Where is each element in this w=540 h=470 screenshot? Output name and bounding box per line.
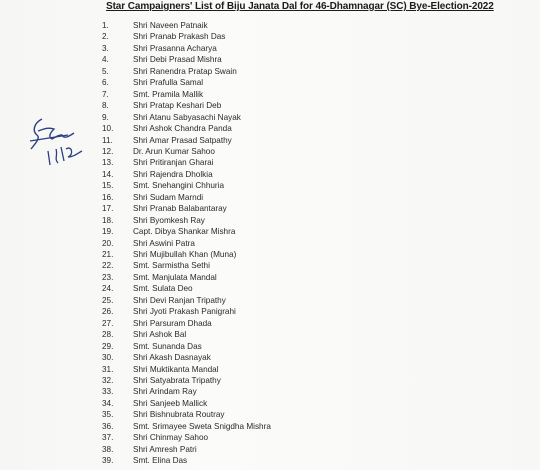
- campaigner-name: Smt. Srimayee Sweta Snigdha Mishra: [133, 421, 271, 431]
- item-number: 21.: [102, 250, 114, 259]
- item-number: 11.: [102, 135, 113, 145]
- campaigner-name: Shri Satyabrata Tripathy: [133, 375, 221, 385]
- item-number: 8.: [102, 101, 109, 111]
- campaigner-name: Shri Pritiranjan Gharai: [133, 158, 214, 168]
- campaigner-name: Shri Arindam Ray: [133, 387, 197, 397]
- item-number: 18.: [102, 215, 114, 225]
- item-number: 30.: [102, 353, 114, 363]
- item-number: 14.: [102, 169, 114, 179]
- item-number: 15.: [102, 181, 114, 191]
- campaigner-name: Smt. Manjulata Mandal: [133, 272, 217, 282]
- item-number: 20.: [102, 238, 114, 248]
- campaigner-name: Shri Ranendra Pratap Swain: [133, 66, 237, 76]
- item-number: 37.: [102, 433, 114, 443]
- campaigner-name: Shri Jyoti Prakash Panigrahi: [133, 307, 236, 317]
- campaigner-name: Smt. Sunanda Das: [133, 341, 202, 351]
- item-number: 31.: [102, 364, 114, 374]
- item-number: 5.: [102, 66, 109, 76]
- campaigner-name: Shri Sudam Marndi: [133, 192, 204, 202]
- campaigner-name: Smt. Snehangini Chhuria: [133, 181, 225, 191]
- item-number: 25.: [102, 295, 114, 305]
- item-number: 23.: [102, 272, 114, 282]
- item-number: 12.: [102, 146, 114, 156]
- item-number: 27.: [102, 318, 114, 328]
- item-number: 7.: [102, 89, 109, 99]
- item-number: 34.: [102, 398, 114, 408]
- document-title: Star Campaigners' List of Biju Janata Dal for 46-Dhamnagar (SC) Bye-Election-2022: [106, 1, 494, 12]
- campaigner-name: Shri Mujibullah Khan (Muna): [133, 250, 237, 259]
- item-number: 33.: [102, 387, 114, 397]
- campaigner-name: Shri Byomkesh Ray: [133, 215, 205, 225]
- campaigner-name: Shri Akash Dasnayak: [133, 353, 211, 363]
- item-number: 1.: [102, 21, 109, 30]
- campaigner-name: Shri Naveen Patnaik: [133, 21, 208, 30]
- campaigner-name: Shri Muktikanta Mandal: [133, 364, 219, 374]
- item-number: 3.: [102, 43, 109, 53]
- campaigner-name: Shri Prasanna Acharya: [133, 43, 217, 53]
- item-number: 4.: [102, 55, 109, 65]
- item-number: 26.: [102, 307, 114, 317]
- campaigner-name: Shri Amresh Patri: [133, 444, 197, 454]
- campaigner-name: Shri Rajendra Dholkia: [133, 169, 213, 179]
- campaigner-name: Shri Ashok Chandra Panda: [133, 124, 232, 134]
- campaigner-name: Capt. Dibya Shankar Mishra: [133, 227, 236, 237]
- item-number: 32.: [102, 375, 114, 385]
- item-number: 39.: [102, 456, 114, 466]
- list-item: [0, 454, 540, 467]
- campaigner-name: Shri Ashok Bal: [133, 330, 187, 340]
- item-number: 9.: [102, 112, 109, 122]
- item-number: 29.: [102, 341, 114, 351]
- item-number: 19.: [102, 227, 114, 237]
- item-number: 16.: [102, 192, 114, 202]
- item-number: 38.: [102, 444, 114, 454]
- campaigner-name: Smt. Elina Das: [133, 456, 188, 466]
- item-number: 35.: [102, 410, 114, 420]
- campaigner-name: Smt. Sulata Deo: [133, 284, 193, 294]
- item-number: 28.: [102, 330, 114, 340]
- campaigner-name: Shri Sanjeeb Mallick: [133, 398, 208, 408]
- campaigner-name: Shri Parsuram Dhada: [133, 318, 212, 328]
- item-number: 24.: [102, 284, 114, 294]
- campaigner-name: Shri Prafulla Samal: [133, 78, 204, 88]
- campaigner-name: Dr. Arun Kumar Sahoo: [133, 146, 215, 156]
- campaigner-name: Shri Bishnubrata Routray: [133, 410, 225, 420]
- campaigner-name: Shri Devi Ranjan Tripathy: [133, 295, 226, 305]
- campaigner-name: Shri Debi Prasad Mishra: [133, 55, 222, 65]
- campaigner-name: Shri Aswini Patra: [133, 238, 195, 248]
- campaigner-name: Smt. Sarmistha Sethi: [133, 261, 210, 271]
- campaigner-name: Shri Pranab Prakash Das: [133, 32, 226, 42]
- campaigner-name: Shri Pratap Keshari Deb: [133, 101, 222, 111]
- item-number: 2.: [102, 32, 109, 42]
- campaigner-name: Smt. Pramila Mallik: [133, 89, 204, 99]
- campaigner-name: Shri Pranab Balabantaray: [133, 204, 227, 214]
- campaigner-name: Shri Chinmay Sahoo: [133, 433, 209, 443]
- item-number: 13.: [102, 158, 114, 168]
- item-number: 22.: [102, 261, 114, 271]
- campaigner-name: Shri Amar Prasad Satpathy: [133, 135, 232, 145]
- item-number: 17.: [102, 204, 114, 214]
- campaigner-name: Shri Atanu Sabyasachi Nayak: [133, 112, 241, 122]
- item-number: 6.: [102, 78, 109, 88]
- item-number: 36.: [102, 421, 114, 431]
- item-number: 10.: [102, 124, 114, 134]
